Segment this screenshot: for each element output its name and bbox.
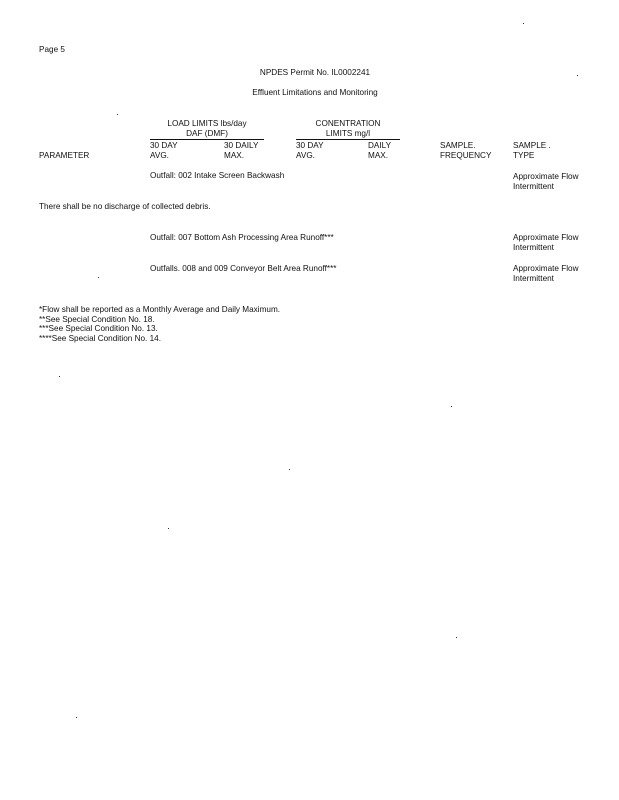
- sample-type-line2: Intermittent: [513, 182, 554, 191]
- conc-30day-header-line1: 30 DAY: [296, 141, 324, 150]
- scan-speck: [168, 528, 169, 529]
- sample-type-line2: Intermittent: [513, 274, 554, 283]
- load-limits-subheading: DAF (DMF): [186, 129, 228, 138]
- outfall-title: Outfall: 007 Bottom Ash Processing Area Runoff***: [150, 233, 334, 242]
- page-label: Page 5: [39, 45, 65, 54]
- scan-speck: [523, 23, 524, 24]
- conc-daily-header-line2: MAX.: [368, 151, 389, 160]
- no-discharge-note: There shall be no discharge of collected debris.: [39, 202, 211, 211]
- scan-speck: [456, 637, 457, 638]
- scan-speck: [117, 114, 118, 115]
- sample-type-line1: Approximate Flow: [513, 233, 579, 242]
- permit-title: NPDES Permit No. IL0002241: [259, 68, 371, 77]
- scan-speck: [289, 469, 290, 470]
- sample-type-header-line2: TYPE: [513, 151, 535, 160]
- section-title: Effluent Limitations and Monitoring: [252, 88, 378, 97]
- footnote: *Flow shall be reported as a Monthly Average and Daily Maximum.: [39, 305, 281, 314]
- scan-speck: [98, 277, 99, 278]
- outfall-title: Outfall: 002 Intake Screen Backwash: [150, 171, 285, 180]
- concentration-rule: [296, 139, 400, 140]
- load-daily-header-line2: MAX.: [224, 151, 245, 160]
- footnote: ***See Special Condition No. 13.: [39, 324, 158, 333]
- scan-speck: [451, 406, 452, 407]
- scan-speck: [76, 717, 77, 718]
- parameter-column-header: PARAMETER: [39, 151, 90, 160]
- scan-speck: [577, 75, 578, 76]
- load-limits-heading: LOAD LIMITS lbs/day: [167, 119, 247, 128]
- sample-type-line1: Approximate Flow: [513, 172, 579, 181]
- footnote: ****See Special Condition No. 14.: [39, 334, 161, 343]
- footnote: **See Special Condition No. 18.: [39, 315, 155, 324]
- scan-speck: [59, 376, 60, 377]
- sample-type-header-line1: SAMPLE .: [513, 141, 551, 150]
- sample-frequency-header-line1: SAMPLE.: [440, 141, 476, 150]
- load-daily-header-line1: 30 DAILY: [224, 141, 259, 150]
- sample-frequency-header-line2: FREQUENCY: [440, 151, 492, 160]
- conc-daily-header-line1: DAILY: [368, 141, 392, 150]
- load-30day-header-line2: AVG.: [150, 151, 169, 160]
- outfall-title: Outfalls. 008 and 009 Conveyor Belt Area Runoff***: [150, 264, 337, 273]
- concentration-heading: CONENTRATION: [315, 119, 381, 128]
- conc-30day-header-line2: AVG.: [296, 151, 315, 160]
- sample-type-line2: Intermittent: [513, 243, 554, 252]
- sample-type-line1: Approximate Flow: [513, 264, 579, 273]
- load-limits-rule: [150, 139, 264, 140]
- load-30day-header-line1: 30 DAY: [150, 141, 178, 150]
- concentration-subheading: LIMITS mg/l: [325, 129, 371, 138]
